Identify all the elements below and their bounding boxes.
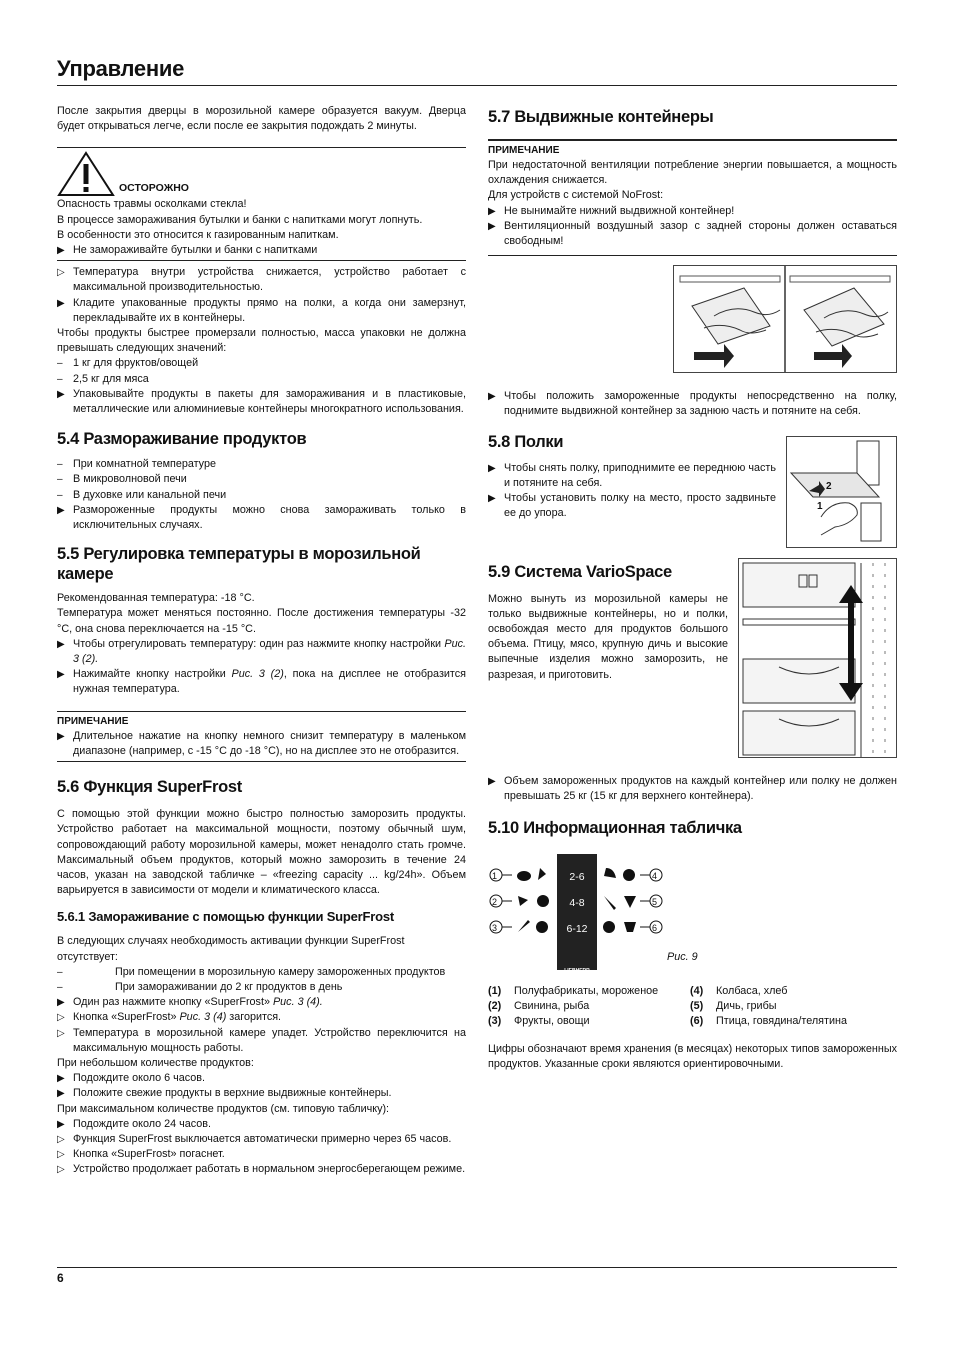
section-title-5-6: 5.6 Функция SuperFrost	[57, 778, 242, 797]
plate-marker: 6	[652, 923, 658, 934]
note-top-rule	[488, 139, 897, 141]
action-icon: ▶	[488, 493, 496, 505]
paragraph: В следующих случаях необходимость активации функции SuperFrost отсутствует:	[57, 935, 405, 963]
result-item: ▷ Устройство продолжает работать в нормальном энергосберегающем режиме.	[57, 1162, 466, 1177]
page-number: 6	[57, 1271, 64, 1285]
action-item: ▶ Объем замороженных продуктов на каждый контейнер или полку не должен превышать 25 кг (15 кг для верхнего контейнера).	[488, 774, 897, 804]
warning-line: Опасность травмы осколками стекла!	[57, 198, 247, 211]
action-icon: ▶	[488, 391, 496, 403]
action-icon: ▶	[57, 669, 65, 681]
section-5-8	[488, 432, 897, 552]
plate-dark-panel	[557, 854, 597, 974]
action-item: ▶ Чтобы снять полку, приподнимите ее переднюю часть и потяните на себя.	[488, 461, 776, 491]
warning-triangle-icon	[57, 151, 115, 197]
result-item: ▷ Температура внутри устройства снижается, устройство работает с максимальной производительностью.	[57, 265, 466, 295]
dash-item: – В микроволновой печи	[57, 473, 187, 486]
section-5-9	[488, 562, 897, 774]
action-item: ▶ Один раз нажмите кнопку «SuperFrost» Рис. 3 (4).	[57, 995, 466, 1010]
shelf-illustration	[787, 437, 896, 547]
note-action: ▶ Длительное нажатие на кнопку немного снизит температуру в маленьком диапазоне (например, с -15 °C до -18 °C), но на дисплее это не отобразится.	[57, 729, 466, 759]
paragraph: Чтобы продукты быстрее промерзали полностью, масса упаковки не должна превышать следующих значений:	[57, 327, 466, 355]
variospace-illustration	[739, 559, 896, 757]
page-title: Управление	[57, 56, 185, 81]
action-icon: ▶	[57, 730, 65, 742]
action-icon: ▶	[488, 205, 496, 217]
right-column	[488, 107, 897, 1072]
plate-marker: 5	[652, 897, 658, 908]
warning-line: В особенности это относится к газированным напиткам.	[57, 228, 339, 241]
result-item: ▷ Температура в морозильной камере упадет. Устройство переключится на максимальную мощность работы.	[57, 1026, 466, 1056]
action-icon: ▶	[57, 388, 65, 400]
intro-paragraph: После закрытия дверцы в морозильной камере образуется вакуум. Дверца будет открываться легче, если после ее закрытия подождать 2 минуты.	[57, 105, 466, 133]
figure-caption: Рис. 9	[667, 951, 698, 964]
plate-value: 6-12	[566, 923, 588, 936]
section-title-5-10: 5.10 Информационная табличка	[488, 819, 742, 838]
paragraph: При небольшом количестве продуктов:	[57, 1056, 254, 1069]
action-item: ▶ Вентиляционный воздушный зазор с задней стороны должен оставаться свободным!	[488, 219, 897, 249]
action-icon: ▶	[57, 245, 65, 257]
note-bottom-rule	[488, 255, 897, 256]
drawer-illustration	[674, 266, 896, 372]
action-icon: ▶	[57, 997, 65, 1009]
warning-title: ОСТОРОЖНО	[119, 182, 189, 195]
plate-marker: 2	[492, 897, 498, 908]
warning-action: ▶ Не замораживайте бутылки и банки с напитками	[57, 243, 466, 258]
paragraph: Можно вынуть из морозильной камеры не только выдвижные контейнеры, но и полки, освобождая место для продуктов большого объема. Птицу, мясо, крупную дичь и высокие выпечные изделия можно заморозить, не разрезая, и приготовить.	[488, 592, 728, 681]
paragraph: Цифры обозначают время хранения (в месяцах) некоторых типов замороженных продуктов. Указанные сроки являются ориентировочными.	[488, 1042, 897, 1070]
result-icon: ▷	[57, 1164, 65, 1176]
section-title-5-5: 5.5 Регулировка температуры в морозильной камере	[57, 545, 421, 584]
plate-legend: (1) Полуфабрикаты, мороженое (4) Колбаса, хлеб (2) Свинина, рыба (5) Дичь, грибы (3) Фрукты, овощи (6) Птица, говядина/телятина	[488, 985, 847, 1028]
plate-marker: 1	[492, 871, 498, 882]
dash-item: – 1 кг для фруктов/овощей	[57, 357, 199, 370]
action-item: ▶ Не вынимайте нижний выдвижной контейнер!	[488, 204, 897, 219]
warning-top-rule	[57, 147, 466, 148]
footer-rule	[57, 1267, 897, 1268]
plate-marker: 3	[492, 923, 498, 934]
rating-plate-figure	[488, 848, 897, 974]
action-icon: ▶	[57, 1088, 65, 1100]
note-bottom-rule	[57, 761, 466, 762]
action-item: ▶ Чтобы отрегулировать температуру: один раз нажмите кнопку настройки Рис. 3 (2).	[57, 637, 466, 667]
action-item: ▶ Подождите около 24 часов.	[57, 1117, 466, 1132]
plate-brand: LIEBHERR	[564, 967, 590, 974]
dash-item: – При замораживании до 2 кг продуктов в день	[57, 980, 343, 993]
result-icon: ▷	[57, 1027, 65, 1039]
paragraph: При недостаточной вентиляции потребление энергии повышается, а мощность охлаждения снижается.	[488, 159, 897, 187]
dash-item: – При комнатной температуре	[57, 458, 216, 471]
note-top-rule	[57, 711, 466, 712]
variospace-figure	[738, 558, 897, 758]
drawer-figure	[673, 265, 897, 373]
result-icon: ▷	[57, 267, 65, 279]
action-icon: ▶	[57, 297, 65, 309]
action-item: ▶ Упаковывайте продукты в пакеты для замораживания и в пластиковые, металлические или алюминиевые контейнеры многократного использования.	[57, 387, 466, 417]
section-title-5-4: 5.4 Размораживание продуктов	[57, 430, 307, 449]
action-icon: ▶	[488, 462, 496, 474]
note-label: ПРИМЕЧАНИЕ	[488, 145, 560, 156]
result-item: ▷ Кнопка «SuperFrost» Рис. 3 (4) загорится.	[57, 1010, 466, 1025]
result-icon: ▷	[57, 1133, 65, 1145]
action-item: ▶ Положите свежие продукты в верхние выдвижные контейнеры.	[57, 1086, 466, 1101]
shelf-step-1: 1	[817, 500, 823, 512]
action-item: ▶ Кладите упакованные продукты прямо на полки, а когда они замерзнут, перекладывайте их в контейнеры.	[57, 296, 466, 326]
section-title-5-7: 5.7 Выдвижные контейнеры	[488, 108, 714, 126]
paragraph: Рекомендованная температура: -18 °C.	[57, 592, 255, 605]
action-item: ▶ Размороженные продукты можно снова замораживать только в исключительных случаях.	[57, 503, 466, 533]
action-icon: ▶	[57, 504, 65, 516]
warning-bottom-rule	[57, 260, 466, 261]
paragraph: При максимальном количестве продуктов (см. типовую табличку):	[57, 1102, 390, 1115]
note-label: ПРИМЕЧАНИЕ	[57, 715, 129, 727]
left-column	[57, 104, 466, 1178]
paragraph: Для устройств с системой NoFrost:	[488, 189, 664, 202]
header-rule	[57, 85, 897, 86]
dash-item: – В духовке или канальной печи	[57, 488, 227, 501]
dash-item: – При помещении в морозильную камеру замороженных продуктов	[57, 965, 446, 978]
result-item: ▷ Функция SuperFrost выключается автоматически примерно через 65 часов.	[57, 1132, 466, 1147]
section-title-5-6-1: 5.6.1 Замораживание с помощью функции SuperFrost	[57, 909, 395, 925]
action-item: ▶ Чтобы установить полку на место, просто задвиньте ее до упора.	[488, 491, 776, 521]
result-icon: ▷	[57, 1012, 65, 1024]
action-item: ▶ Подождите около 6 часов.	[57, 1071, 466, 1086]
plate-value: 4-8	[569, 897, 585, 910]
dash-item: – 2,5 кг для мяса	[57, 372, 149, 385]
result-item: ▷ Кнопка «SuperFrost» погаснет.	[57, 1147, 466, 1162]
shelf-figure	[786, 436, 897, 548]
action-icon: ▶	[57, 1073, 65, 1085]
paragraph: Температура может меняться постоянно. После достижения температуры -32 °C, она снова переключается на -15 °C.	[57, 607, 466, 635]
warning-line: В процессе замораживания бутылки и банки с напитками могут лопнуть.	[57, 213, 423, 226]
action-icon: ▶	[488, 775, 496, 787]
paragraph: С помощью этой функции можно быстро полностью заморозить продукты. Устройство работает на максимальной мощности, поэтому обычный шум, сопровождающий работу морозильной камеры, может ненадолго стать громче. Максимальный объем продуктов, который можно заморозить в течение 24 часов, указан на заводской табличке – «freezing capacity ... kg/24h». Объем варьируется в зависимости от модели и климатического класса.	[57, 808, 466, 897]
result-icon: ▷	[57, 1149, 65, 1161]
section-title-5-9: 5.9 Система VarioSpace	[488, 562, 672, 581]
action-icon: ▶	[57, 638, 65, 650]
action-icon: ▶	[57, 1118, 65, 1130]
warning-header	[57, 151, 466, 197]
plate-marker: 4	[652, 871, 658, 882]
shelf-step-2: 2	[826, 480, 832, 492]
action-item: ▶ Чтобы положить замороженные продукты непосредственно на полку, поднимите выдвижной контейнер за заднюю часть и потяните на себя.	[488, 389, 897, 419]
section-title-5-8: 5.8 Полки	[488, 432, 564, 451]
plate-value: 2-6	[569, 871, 585, 884]
action-item: ▶ Нажимайте кнопку настройки Рис. 3 (2), пока на дисплее не отобразится нужная температура.	[57, 667, 466, 697]
action-icon: ▶	[488, 220, 496, 232]
